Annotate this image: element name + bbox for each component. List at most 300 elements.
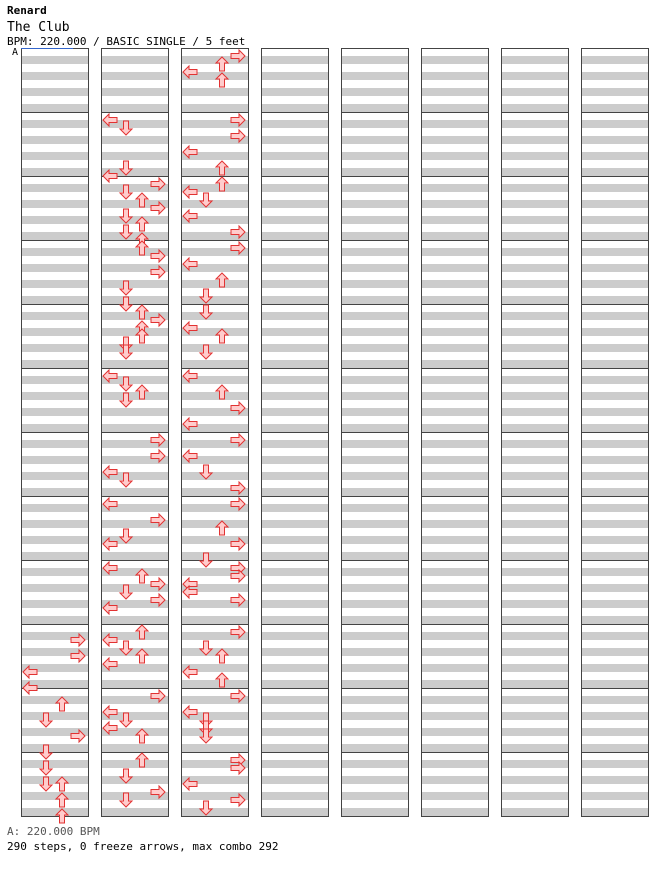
stripe <box>261 728 328 736</box>
stripe <box>421 152 488 160</box>
stripe <box>501 760 568 768</box>
stripe <box>421 392 488 400</box>
stripe <box>101 328 168 336</box>
stripe <box>101 760 168 768</box>
stripe <box>501 328 568 336</box>
stripe <box>501 168 568 176</box>
stripe <box>21 56 88 64</box>
stripe <box>421 600 488 608</box>
stripe <box>261 312 328 320</box>
stripe <box>581 56 648 64</box>
stripe <box>101 776 168 784</box>
stripe <box>421 280 488 288</box>
chart-column <box>421 49 489 817</box>
stripe <box>261 200 328 208</box>
stripe <box>421 200 488 208</box>
stripe <box>501 504 568 512</box>
stripe <box>421 56 488 64</box>
stripe <box>21 696 88 704</box>
stripe <box>421 696 488 704</box>
stripe <box>101 744 168 752</box>
stripe <box>21 376 88 384</box>
stripe <box>341 328 408 336</box>
stripe <box>21 392 88 400</box>
stripe <box>101 360 168 368</box>
stripe <box>21 104 88 112</box>
stripe <box>341 296 408 304</box>
stripe <box>21 520 88 528</box>
stripe <box>261 216 328 224</box>
stripe <box>421 72 488 80</box>
stripe <box>261 744 328 752</box>
stripe <box>261 344 328 352</box>
stripe <box>261 488 328 496</box>
stripe <box>181 200 248 208</box>
stripe <box>181 808 248 816</box>
stripe <box>181 392 248 400</box>
stripe <box>501 616 568 624</box>
stripe <box>101 216 168 224</box>
stripe <box>581 584 648 592</box>
stripe <box>341 56 408 64</box>
stripe <box>341 392 408 400</box>
stripe <box>341 776 408 784</box>
stripe <box>101 136 168 144</box>
stripe <box>21 424 88 432</box>
stripe <box>261 168 328 176</box>
stripe <box>501 744 568 752</box>
stripe <box>501 360 568 368</box>
stripe <box>501 392 568 400</box>
stripe <box>341 808 408 816</box>
stripe <box>581 456 648 464</box>
step-stats: 290 steps, 0 freeze arrows, max combo 292 <box>7 840 279 853</box>
stripe <box>101 616 168 624</box>
stripe <box>501 584 568 592</box>
stripe <box>581 360 648 368</box>
stripe <box>341 584 408 592</box>
chart-column <box>581 49 649 817</box>
stripe <box>421 648 488 656</box>
stripe <box>501 680 568 688</box>
stripe <box>581 808 648 816</box>
stripe <box>341 168 408 176</box>
stripe <box>341 152 408 160</box>
stripe <box>261 104 328 112</box>
stripe <box>501 344 568 352</box>
stripe <box>421 616 488 624</box>
chart-column <box>501 49 569 817</box>
stripe <box>581 120 648 128</box>
stripe <box>21 808 88 816</box>
stripe <box>21 744 88 752</box>
stripe <box>261 504 328 512</box>
stripe <box>421 88 488 96</box>
stripe <box>341 120 408 128</box>
stripe <box>21 712 88 720</box>
stripe <box>501 200 568 208</box>
stripe <box>581 168 648 176</box>
stripe <box>181 104 248 112</box>
stripe <box>581 616 648 624</box>
stripe <box>581 760 648 768</box>
stripe <box>341 536 408 544</box>
artist-name: Renard <box>7 4 47 17</box>
stripe <box>341 664 408 672</box>
stripe <box>181 88 248 96</box>
stripe <box>501 488 568 496</box>
stripe <box>261 392 328 400</box>
stripe <box>501 456 568 464</box>
stripe <box>501 472 568 480</box>
stripe <box>341 408 408 416</box>
stripe <box>261 568 328 576</box>
stripe <box>341 504 408 512</box>
stripe <box>421 248 488 256</box>
stripe <box>421 120 488 128</box>
chart-column <box>261 49 329 817</box>
stripe <box>421 488 488 496</box>
stripe <box>341 680 408 688</box>
stripe <box>21 504 88 512</box>
stripe <box>101 104 168 112</box>
stripe <box>581 680 648 688</box>
stripe <box>501 264 568 272</box>
stripe <box>341 104 408 112</box>
stripe <box>581 344 648 352</box>
stripe <box>421 760 488 768</box>
stripe <box>181 728 248 736</box>
stripe <box>501 120 568 128</box>
stripe <box>261 792 328 800</box>
stripe <box>21 88 88 96</box>
stripe <box>581 744 648 752</box>
stripe <box>21 456 88 464</box>
chart-column <box>181 49 249 817</box>
stripe <box>21 280 88 288</box>
stripe <box>101 72 168 80</box>
stripe <box>101 232 168 240</box>
stripe <box>21 328 88 336</box>
stripe <box>341 280 408 288</box>
stripe <box>581 248 648 256</box>
stripe <box>581 504 648 512</box>
stripe <box>581 408 648 416</box>
stripe <box>421 504 488 512</box>
stripe <box>341 472 408 480</box>
stripe <box>581 312 648 320</box>
stripe <box>501 520 568 528</box>
stripe <box>421 472 488 480</box>
stripe <box>421 664 488 672</box>
stripe <box>341 520 408 528</box>
stripe <box>501 56 568 64</box>
stripe <box>421 632 488 640</box>
stripe <box>581 472 648 480</box>
stripe <box>21 248 88 256</box>
stripe <box>501 728 568 736</box>
stripe <box>581 104 648 112</box>
stripe <box>261 328 328 336</box>
stripe <box>21 760 88 768</box>
stripe <box>581 232 648 240</box>
stripe <box>341 216 408 224</box>
stripe <box>501 632 568 640</box>
stripe <box>261 184 328 192</box>
stripe <box>421 424 488 432</box>
stripe <box>21 472 88 480</box>
stripe <box>581 136 648 144</box>
stripe <box>581 712 648 720</box>
stripe <box>181 344 248 352</box>
stripe <box>501 408 568 416</box>
stripe <box>581 632 648 640</box>
chart-column <box>21 49 89 817</box>
stripe <box>341 184 408 192</box>
stripe <box>501 440 568 448</box>
stripe <box>501 712 568 720</box>
stripe <box>341 312 408 320</box>
stripe <box>261 408 328 416</box>
stripe <box>501 600 568 608</box>
stripe <box>101 88 168 96</box>
stripe <box>501 552 568 560</box>
stripe <box>501 312 568 320</box>
stripe <box>581 200 648 208</box>
stripe <box>261 152 328 160</box>
stripe <box>501 248 568 256</box>
stripe <box>581 600 648 608</box>
stripe <box>21 440 88 448</box>
stripe <box>101 552 168 560</box>
stripe <box>341 792 408 800</box>
stripe <box>421 680 488 688</box>
stripe <box>421 344 488 352</box>
stripe <box>261 696 328 704</box>
stripe <box>581 280 648 288</box>
stripe <box>341 424 408 432</box>
stripe <box>341 72 408 80</box>
stripe <box>21 264 88 272</box>
stripe <box>21 296 88 304</box>
stripe <box>101 648 168 656</box>
stripe <box>581 664 648 672</box>
stripe <box>581 88 648 96</box>
stripe <box>101 424 168 432</box>
stripe <box>501 536 568 544</box>
stripe <box>261 120 328 128</box>
bpm-marker: A <box>12 47 19 58</box>
stripe <box>101 392 168 400</box>
stripe <box>421 520 488 528</box>
stripe <box>421 728 488 736</box>
stripe <box>261 88 328 96</box>
stripe <box>21 600 88 608</box>
chart-info: BPM: 220.000 / BASIC SINGLE / 5 feet <box>7 35 246 48</box>
stripe <box>101 56 168 64</box>
stripe <box>261 264 328 272</box>
stripe <box>261 680 328 688</box>
stripe <box>101 296 168 304</box>
stripe <box>341 600 408 608</box>
stripe <box>581 520 648 528</box>
stripe <box>181 280 248 288</box>
stripe <box>181 648 248 656</box>
stripe <box>341 760 408 768</box>
stripe <box>501 152 568 160</box>
stripe <box>261 456 328 464</box>
stripe <box>421 328 488 336</box>
stripe <box>101 488 168 496</box>
stripe <box>341 744 408 752</box>
stripe <box>21 792 88 800</box>
stripe <box>261 616 328 624</box>
stripe <box>21 584 88 592</box>
stripe <box>341 712 408 720</box>
stripe <box>501 232 568 240</box>
stripe <box>181 552 248 560</box>
stripe <box>501 296 568 304</box>
stripe <box>421 456 488 464</box>
stripe <box>341 376 408 384</box>
stripe <box>501 696 568 704</box>
stripe <box>261 776 328 784</box>
stripe <box>341 456 408 464</box>
stripe <box>101 344 168 352</box>
stripe <box>501 568 568 576</box>
stripe <box>261 664 328 672</box>
stripe <box>261 360 328 368</box>
stripe <box>261 248 328 256</box>
stripe <box>421 744 488 752</box>
stripe <box>501 136 568 144</box>
stripe <box>421 808 488 816</box>
stripe <box>261 536 328 544</box>
stripe <box>261 472 328 480</box>
stripe <box>421 408 488 416</box>
stripe <box>581 216 648 224</box>
stripe <box>421 312 488 320</box>
stripe <box>341 136 408 144</box>
stripe <box>581 488 648 496</box>
stripe <box>261 424 328 432</box>
stripe <box>21 616 88 624</box>
stripe <box>21 344 88 352</box>
stripe <box>261 712 328 720</box>
stripe <box>101 680 168 688</box>
stripe <box>421 568 488 576</box>
stripe <box>261 520 328 528</box>
stripe <box>421 296 488 304</box>
stripe <box>421 360 488 368</box>
stripe <box>341 200 408 208</box>
stripe <box>501 184 568 192</box>
stripe <box>341 632 408 640</box>
stripe <box>421 776 488 784</box>
stripe <box>421 584 488 592</box>
stripe <box>581 728 648 736</box>
stripe <box>261 376 328 384</box>
stripe <box>261 280 328 288</box>
stripe <box>341 488 408 496</box>
stripe <box>501 216 568 224</box>
stripe <box>581 696 648 704</box>
stripe <box>421 184 488 192</box>
stripe <box>581 440 648 448</box>
stripe <box>261 296 328 304</box>
stripe <box>261 648 328 656</box>
stripe <box>581 296 648 304</box>
stripe <box>181 472 248 480</box>
stripe <box>421 232 488 240</box>
stripe <box>181 168 248 176</box>
stripe <box>21 536 88 544</box>
stripe <box>261 600 328 608</box>
stripe <box>581 152 648 160</box>
stripe <box>181 520 248 528</box>
stripe <box>421 136 488 144</box>
stripe <box>21 568 88 576</box>
stripe <box>341 232 408 240</box>
stripe <box>581 776 648 784</box>
stripe <box>501 776 568 784</box>
stripe <box>581 264 648 272</box>
stripe <box>421 376 488 384</box>
stripe <box>21 72 88 80</box>
stripe <box>341 648 408 656</box>
stripe <box>21 136 88 144</box>
stripe <box>581 424 648 432</box>
stripe <box>21 408 88 416</box>
stripe <box>501 664 568 672</box>
stripe <box>421 216 488 224</box>
stripe <box>21 216 88 224</box>
stripe <box>501 792 568 800</box>
stripe <box>21 200 88 208</box>
stripe <box>341 248 408 256</box>
stripe <box>581 552 648 560</box>
stripe <box>261 72 328 80</box>
stripe <box>581 376 648 384</box>
stripe <box>341 88 408 96</box>
stripe <box>21 776 88 784</box>
stripe <box>341 552 408 560</box>
stripe <box>181 360 248 368</box>
stripe <box>581 648 648 656</box>
stripe <box>101 280 168 288</box>
stripe <box>421 104 488 112</box>
stripe <box>21 488 88 496</box>
stripe <box>21 232 88 240</box>
stripe <box>21 120 88 128</box>
stripe <box>341 264 408 272</box>
stripe <box>341 360 408 368</box>
stripe <box>501 648 568 656</box>
stripe <box>421 440 488 448</box>
stripe <box>181 744 248 752</box>
stripe <box>181 680 248 688</box>
stripe <box>261 232 328 240</box>
stripe <box>261 808 328 816</box>
stripe <box>181 312 248 320</box>
stripe <box>581 792 648 800</box>
stripe <box>21 360 88 368</box>
stripe <box>341 696 408 704</box>
stripe <box>421 712 488 720</box>
stripe <box>501 104 568 112</box>
stripe <box>421 264 488 272</box>
stripe <box>21 552 88 560</box>
